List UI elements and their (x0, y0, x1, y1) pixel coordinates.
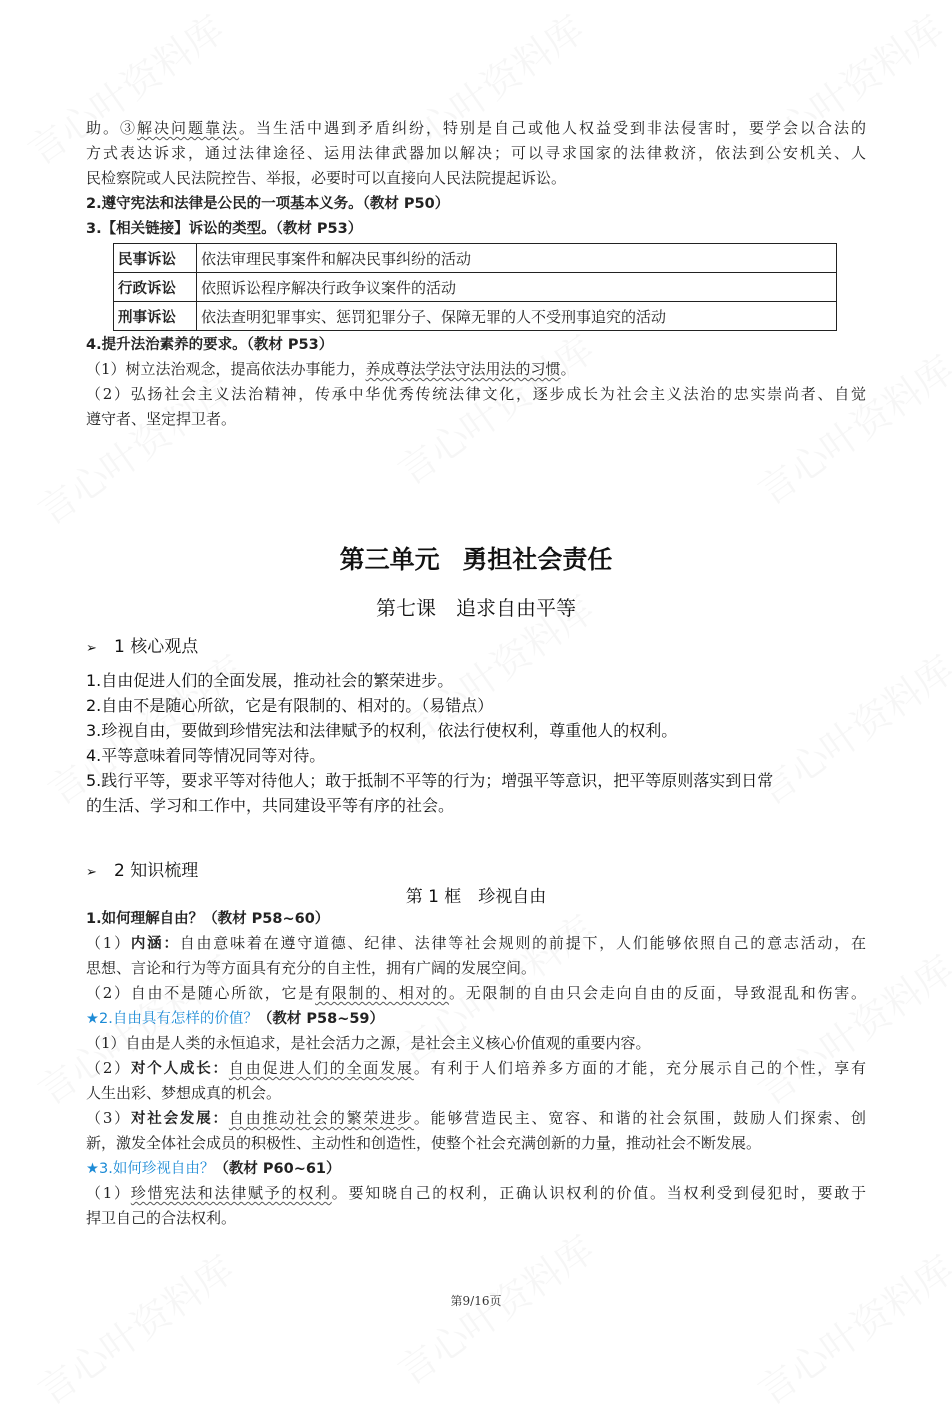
text-segment: （教材 P58~59） (257, 1011, 385, 1027)
text-segment: 自由意味着在遵守道德、纪律、法律等社会规则的前提下，人们能够依照自己的意志活动，在 (179, 934, 866, 952)
text-line (86, 166, 866, 191)
text-segment: 对个人成长： (130, 1061, 229, 1077)
section-heading-core-points (86, 632, 198, 657)
text-line (86, 1056, 866, 1081)
underlined-key-phrase: 解决问题靠法 (137, 119, 239, 137)
underlined-key-phrase: 养成尊法学法守法用法的习惯 (365, 360, 561, 378)
text-segment: （教材 P60~61） (214, 1161, 341, 1177)
starred-question: ★3.如何珍视自由？ (86, 1161, 215, 1177)
text-line (86, 693, 866, 718)
lesson-title: 第七课 追求自由平等 (376, 596, 576, 620)
text-line (86, 1106, 866, 1131)
text-line (86, 332, 866, 357)
text-line (86, 382, 866, 407)
text-segment: 1.自由促进人们的全面发展，推动社会的繁荣进步。 (86, 671, 454, 690)
text-segment: 2.遵守宪法和法律是公民的一项基本义务。（教材 P50） (86, 196, 450, 212)
text-segment: （3） (86, 1109, 131, 1127)
text-segment: 3.珍视自由，要做到珍惜宪法和法律赋予的权利，依法行使权利，尊重他人的权利。 (86, 721, 678, 740)
text-line (86, 1156, 866, 1181)
text-segment: 。 (560, 360, 576, 378)
text-segment: 的生活、学习和工作中，共同建设平等有序的社会。 (86, 796, 455, 815)
text-line (86, 1206, 866, 1231)
section-heading-knowledge (86, 856, 198, 881)
text-segment: （1）树立法治观念，提高依法办事能力， (86, 360, 366, 378)
arrow-bullet-icon: ➢ (86, 641, 97, 656)
text-segment: 新，激发全体社会成员的积极性、主动性和创造性，使整个社会充满创新的力量，推动社会不断发展。 (86, 1134, 762, 1152)
text-line (86, 668, 866, 693)
text-line (86, 793, 866, 818)
text-segment: 。能够营造民主、宽容、和谐的社会氛围，鼓励人们探索、创 (413, 1109, 866, 1127)
table-row (114, 302, 837, 331)
text-segment: 4.提升法治素养的要求。（教材 P53） (86, 337, 334, 353)
frame-title: 第 1 框 珍视自由 (405, 887, 547, 907)
text-line (86, 357, 866, 382)
text-segment: 遵守者、坚定捍卫者。 (86, 410, 237, 428)
text-line (86, 1031, 866, 1056)
text-segment: 思想、言论和行为等方面具有充分的自主性，拥有广阔的发展空间。 (86, 959, 537, 977)
starred-question: ★2.自由具有怎样的价值？ (86, 1011, 258, 1027)
text-segment: 捍卫自己的合法权利。 (86, 1209, 237, 1227)
text-line (86, 743, 866, 768)
section-label: 1 核心观点 (114, 637, 199, 657)
text-line (86, 981, 866, 1006)
lawsuit-description: 依法审理民事案件和解决民事纠纷的活动 (197, 244, 837, 273)
text-segment: （1） (86, 1184, 131, 1202)
core-points-list (86, 668, 866, 818)
lawsuit-types-table (113, 243, 837, 331)
lawsuit-type: 行政诉讼 (114, 273, 197, 302)
lawsuit-type: 刑事诉讼 (114, 302, 197, 331)
text-segment: 3.【相关链接】诉讼的类型。（教材 P53） (86, 221, 363, 237)
text-line (86, 116, 866, 141)
text-segment: 助。③ (86, 119, 137, 137)
text-line (86, 1006, 866, 1031)
text-segment: 5.践行平等，要求平等对待他人；敢于抵制不平等的行为；增强平等意识，把平等原则落实到日常 (86, 771, 774, 790)
text-line (86, 931, 866, 956)
law-literacy-section (86, 332, 866, 432)
text-segment: （2） (86, 1059, 131, 1077)
text-segment: 。当生活中遇到矛盾纠纷，特别是自己或他人权益受到非法侵害时，要学会以合法的 (239, 119, 866, 137)
lawsuit-type: 民事诉讼 (114, 244, 197, 273)
text-segment: 。有利于人们培养多方面的才能，充分展示自己的个性，享有 (413, 1059, 866, 1077)
underlined-key-phrase: 珍惜宪法和法律赋予的权利 (130, 1184, 332, 1202)
text-segment: 4.平等意味着同等情况同等对待。 (86, 746, 326, 765)
text-segment: 民检察院或人民法院控告、举报，必要时可以直接向人民法院提起诉讼。 (86, 169, 567, 187)
text-line (86, 906, 866, 931)
watermark-text (745, 1240, 952, 1415)
text-segment: （2）自由不是随心所欲，它是 (86, 984, 316, 1002)
arrow-bullet-icon: ➢ (86, 865, 97, 880)
text-segment: 。无限制的自由只会走向自由的反面，导致混乱和伤害。 (449, 984, 866, 1002)
text-segment: 2.自由不是随心所欲，它是有限制的、相对的。（易错点） (86, 696, 494, 715)
section-label: 2 知识梳理 (114, 861, 199, 881)
knowledge-content (86, 906, 866, 1231)
text-line (86, 718, 866, 743)
text-segment: 对社会发展： (130, 1111, 229, 1127)
text-segment: 方式表达诉求，通过法律途径、运用法律武器加以解决；可以寻求国家的法律救济，依法到公安机关、人 (86, 144, 866, 162)
unit-title: 第三单元 勇担社会责任 (339, 545, 613, 574)
text-line (86, 407, 866, 432)
text-line (86, 216, 866, 241)
text-segment: （2）弘扬社会主义法治精神，传承中华优秀传统法律文化，逐步成长为社会主义法治的忠实崇尚者、自觉 (86, 385, 866, 403)
underlined-key-phrase: 自由推动社会的繁荣进步 (228, 1109, 414, 1127)
law-text-top (86, 116, 866, 241)
text-segment: （1）自由是人类的永恒追求，是社会活力之源，是社会主义核心价值观的重要内容。 (86, 1034, 651, 1052)
text-segment: （1） (86, 934, 131, 952)
underlined-key-phrase: 自由促进人们的全面发展 (228, 1059, 414, 1077)
text-line (86, 956, 866, 981)
page-number: 第9/16页 (450, 1294, 502, 1308)
lawsuit-description: 依照诉讼程序解决行政争议案件的活动 (197, 273, 837, 302)
text-line (86, 1181, 866, 1206)
text-segment: 人生出彩、梦想成真的机会。 (86, 1084, 282, 1102)
text-segment: 内涵： (130, 936, 180, 952)
underlined-key-phrase: 有限制的、相对的 (315, 984, 450, 1002)
text-line (86, 1131, 866, 1156)
table-row (114, 244, 837, 273)
table-row (114, 273, 837, 302)
text-line (86, 191, 866, 216)
text-line (86, 1081, 866, 1106)
text-line (86, 768, 866, 793)
text-segment: 1.如何理解自由？（教材 P58~60） (86, 911, 330, 927)
lawsuit-description: 依法查明犯罪事实、惩罚犯罪分子、保障无罪的人不受刑事追究的活动 (197, 302, 837, 331)
text-segment: 。要知晓自己的权利，正确认识权利的价值。当权利受到侵犯时，要敢于 (331, 1184, 866, 1202)
watermark-text (25, 1240, 243, 1415)
text-line (86, 141, 866, 166)
